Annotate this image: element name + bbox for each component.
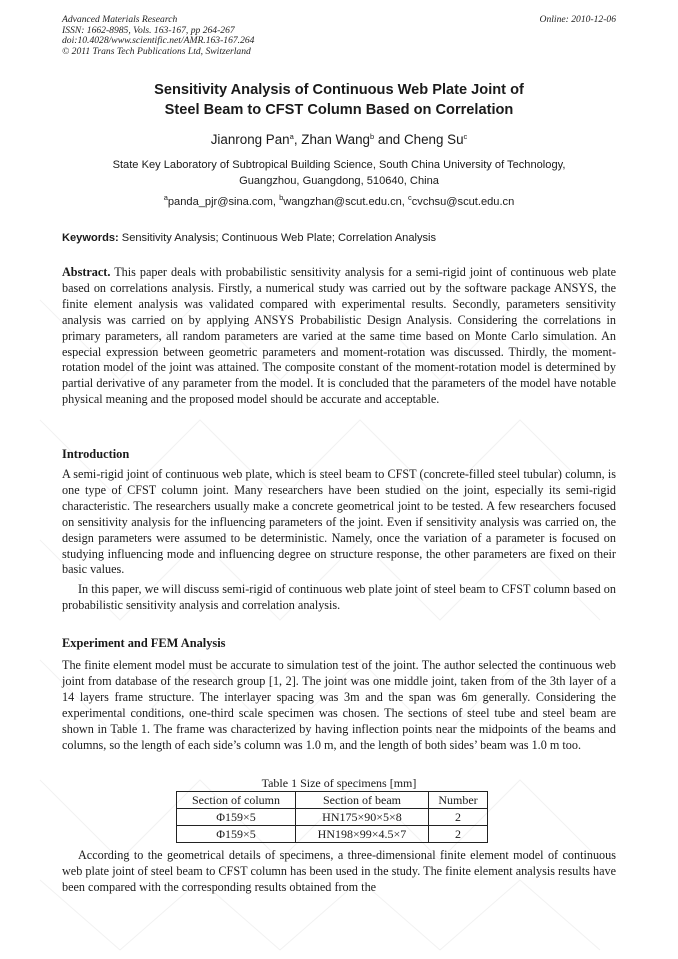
issn-line: ISSN: 1662-8985, Vols. 163-167, pp 264-267 <box>62 24 235 36</box>
table-caption: Table 1 Size of specimens [mm] <box>261 776 417 790</box>
journal-header <box>62 15 254 57</box>
abstract-label: Abstract. <box>62 265 111 279</box>
table-row <box>177 809 488 826</box>
journal-name: Advanced Materials Research <box>62 14 178 25</box>
author-separator: and <box>374 132 404 147</box>
copyright-line: © 2011 Trans Tech Publications Ltd, Switzerland <box>62 45 251 57</box>
keywords-text: Sensitivity Analysis; Continuous Web Plate; Correlation Analysis <box>118 232 437 244</box>
author-mark: a <box>289 132 294 141</box>
email-mark: b <box>279 193 284 202</box>
email-mark: c <box>407 193 412 202</box>
table-cell: HN175×90×5×8 <box>296 809 429 826</box>
title-line-1: Sensitivity Analysis of Continuous Web Plate Joint of <box>154 82 524 98</box>
affiliation-line-2: Guangzhou, Guangdong, 510640, China <box>239 175 439 187</box>
paper-title <box>62 80 616 120</box>
table-cell: 2 <box>429 826 488 843</box>
section-heading-experiment: Experiment and FEM Analysis <box>62 636 226 650</box>
title-line-2: Steel Beam to CFST Column Based on Correlation <box>164 102 514 118</box>
author-separator: , <box>293 132 302 147</box>
doi-line: doi:10.4028/www.scientific.net/AMR.163-167.264 <box>62 35 255 46</box>
table-header-cell: Section of column <box>177 792 296 809</box>
abstract <box>62 265 616 408</box>
experiment-paragraph-1: The finite element model must be accurate to simulation test of the joint. The author selected the continuous web joint from database of the research group [1, 2]. The joint was one middle joint, taken from of the 3th layer of a 14 layers frame structure. The interlayer spacing was 3m and the span was 6m generally. Considering the experimental conditions, one-third scale specimen was chosen. The sections of steel tube and steel beam are shown in Table 1. The frame was characterized by having inflection points near the midpoints of the beams and columns, so the length of each side’s column was 1.0 m, and the length of both sides’ beam was 1.0 m too. <box>62 658 616 752</box>
table-header-cell: Number <box>429 792 488 809</box>
table-header-cell: Section of beam <box>296 792 429 809</box>
online-date: Online: 2010-12-06 <box>539 14 616 25</box>
introduction-paragraph-1: A semi-rigid joint of continuous web plate, which is steel beam to CFST (concrete-filled steel tubular) column, is one type of CFST column joint. Many researchers have been studied on the joint, especially its semi-rigid characteristic. The researchers usually make a concrete geometrical joint to be tested. A few researchers focused on sensitivity analysis for the influencing parameters of the joint. Even if sensitivity analysis was carried on, the design parameters were assumed to be deterministic. Namely, once the variation of a parameter is focused on studying influencing mode and influencing degree on structure response, the other parameters are fixed on their basic values. <box>62 467 616 577</box>
table-header-row <box>177 792 488 809</box>
table-cell: Φ159×5 <box>177 809 296 826</box>
section-heading-introduction: Introduction <box>62 447 130 461</box>
author-list <box>62 131 616 149</box>
author-name: Zhan Wang <box>301 132 370 147</box>
author-name: Jianrong Pan <box>210 132 290 147</box>
table-cell: 2 <box>429 809 488 826</box>
email-address: panda_pjr@sina.com, <box>167 196 280 208</box>
keywords <box>62 231 436 245</box>
experiment-paragraph-2-text: According to the geometrical details of specimens, a three-dimensional finite element model of continuous web plate joint of steel beam to CFST column has been used in the study. The finite element analysis results have been compared with the corresponding results obtained from the <box>62 848 616 894</box>
email-list <box>62 195 616 209</box>
introduction-paragraph-2-text: In this paper, we will discuss semi-rigid of continuous web plate joint of steel beam to CFST column based on probabilistic sensitivity analysis and correlation analysis. <box>62 582 616 612</box>
keywords-label: Keywords: <box>62 232 119 244</box>
author-name: Cheng Su <box>403 132 464 147</box>
table-cell: Φ159×5 <box>177 826 296 843</box>
abstract-text: This paper deals with probabilistic sensitivity analysis for a semi-rigid joint of continuous web plate based on correlations analysis. Firstly, a numerical study was carried out by the software package ANSYS, the finite element analysis was validated compared with experimental results. Secondly, parameters sensitivity analysis was carried on by applying ANSYS Probabilistic Design Analysis. Considering the correlations in primary parameters, all random parameters are varied at the same time based on Monte Carlo simulation. An especial expression between geometric parameters and moment-rotation was discussed. Thirdly, the moment-rotation model of the joint was attained. The composite constant of the moment-rotation model is determined by partial derivative of any parameter from the model. It is concluded that the parameters of the model have notable physical meaning and the proposed model should be accurate and acceptable. <box>62 265 616 407</box>
specimen-table <box>176 791 488 843</box>
email-address: cvchsu@scut.edu.cn <box>411 196 515 208</box>
experiment-paragraph-2 <box>62 848 616 896</box>
introduction-paragraph-2 <box>62 582 616 614</box>
author-mark: b <box>370 132 375 141</box>
email-mark: a <box>163 193 168 202</box>
email-address: wangzhan@scut.edu.cn, <box>283 196 408 208</box>
author-mark: c <box>463 132 468 141</box>
affiliation <box>62 157 616 189</box>
table-cell: HN198×99×4.5×7 <box>296 826 429 843</box>
table-row <box>177 826 488 843</box>
affiliation-line-1: State Key Laboratory of Subtropical Building Science, South China University of Technology, <box>112 159 566 171</box>
